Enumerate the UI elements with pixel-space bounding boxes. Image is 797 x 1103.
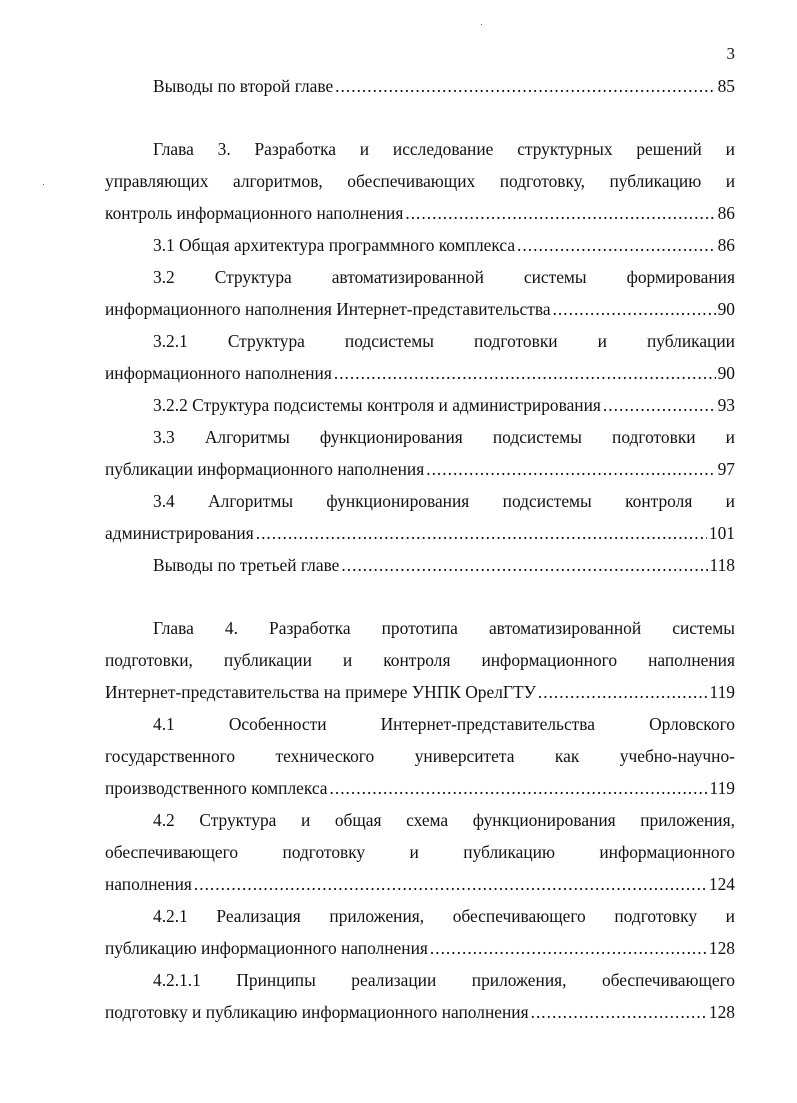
toc-entry-last-line: администрирования ..... 101 bbox=[105, 517, 735, 549]
dot-leader bbox=[330, 772, 708, 804]
dot-leader bbox=[405, 197, 715, 229]
toc-entry-text: Выводы по второй главе bbox=[153, 76, 334, 96]
toc-entry-line: управляющих алгоритмов, обеспечивающих подготовку, публикацию и bbox=[105, 171, 735, 191]
toc-entry-last-line: наполнения ..... 124 bbox=[105, 868, 735, 900]
toc-page-number: 86 bbox=[717, 235, 735, 255]
dot-leader bbox=[194, 868, 707, 900]
toc-entry-3-2-2[interactable] bbox=[105, 389, 735, 421]
dot-leader bbox=[553, 293, 716, 325]
toc-entry-4-2[interactable] bbox=[105, 804, 735, 900]
toc-entry-last-line: подготовку и публикацию информационного наполнения ..... 128 bbox=[105, 996, 735, 1028]
toc-entry-4-1[interactable] bbox=[105, 708, 735, 804]
dot-leader bbox=[531, 996, 707, 1028]
toc-entry-chapter-3[interactable] bbox=[105, 133, 735, 229]
toc-entry-text: 3.2.2 Структура подсистемы контроля и администрирования bbox=[153, 395, 601, 415]
toc-entry-3-2-1[interactable] bbox=[105, 325, 735, 389]
toc-page-number: 97 bbox=[717, 459, 735, 479]
toc-page-number: 85 bbox=[717, 76, 735, 96]
toc-entry-line: 3.3 Алгоритмы функционирования подсистемы подготовки и bbox=[153, 427, 735, 447]
toc-entry-3-3[interactable] bbox=[105, 421, 735, 485]
dot-leader bbox=[426, 453, 715, 485]
toc-entry-3-4[interactable] bbox=[105, 485, 735, 549]
dot-leader bbox=[256, 517, 707, 549]
toc-page-number: 128 bbox=[708, 938, 735, 958]
toc-page-number: 118 bbox=[709, 555, 735, 575]
toc-entry-text: Выводы по третьей главе bbox=[153, 555, 340, 575]
dot-leader bbox=[603, 389, 716, 421]
toc-entry-line: подготовки, публикации и контроля информационного наполнения bbox=[105, 650, 735, 670]
toc-entry-4-2-1-1[interactable] bbox=[105, 964, 735, 1028]
toc-page-number: 101 bbox=[708, 523, 735, 543]
toc-entry-line: 3.2.1 Структура подсистемы подготовки и публикации bbox=[153, 331, 735, 351]
toc-entry-line: 4.1 Особенности Интернет-представительства Орловского bbox=[153, 714, 735, 734]
toc-entry-line: 4.2.1.1 Принципы реализации приложения, обеспечивающего bbox=[153, 970, 735, 990]
toc-entry-line: Глава 3. Разработка и исследование структурных решений и bbox=[153, 139, 735, 159]
dot-leader bbox=[341, 549, 707, 581]
scan-speck bbox=[43, 184, 44, 185]
table-of-contents bbox=[105, 70, 735, 1028]
toc-entry-line: государственного технического университета как учебно-научно- bbox=[105, 746, 735, 766]
toc-entry-last-line: публикацию информационного наполнения ..... 128 bbox=[105, 932, 735, 964]
toc-page-number: 90 bbox=[717, 299, 735, 319]
toc-page-number: 119 bbox=[709, 682, 735, 702]
toc-page-number: 119 bbox=[709, 778, 735, 798]
toc-entry-line: 4.2 Структура и общая схема функционирования приложения, bbox=[153, 810, 735, 830]
toc-entry-ch3-conclusions[interactable] bbox=[105, 549, 735, 581]
toc-entry-line: 3.4 Алгоритмы функционирования подсистемы контроля и bbox=[153, 491, 735, 511]
dot-leader bbox=[335, 70, 715, 102]
toc-entry-line: обеспечивающего подготовку и публикацию информационного bbox=[105, 842, 735, 862]
dot-leader bbox=[538, 676, 708, 708]
toc-entry-last-line: Интернет-представительства на примере УНПК ОрелГТУ ..... 119 bbox=[105, 676, 735, 708]
toc-entry-last-line: публикации информационного наполнения ..... 97 bbox=[105, 453, 735, 485]
dot-leader bbox=[517, 229, 716, 261]
toc-entry-line: 4.2.1 Реализация приложения, обеспечивающего подготовку и bbox=[153, 906, 735, 926]
toc-entry-line: 3.2 Структура автоматизированной системы формирования bbox=[153, 267, 735, 287]
dot-leader bbox=[334, 357, 716, 389]
toc-entry-last-line: информационного наполнения ..... 90 bbox=[105, 357, 735, 389]
toc-page-number: 90 bbox=[717, 363, 735, 383]
toc-entry-ch2-conclusions[interactable] bbox=[105, 70, 735, 102]
toc-page-number: 128 bbox=[708, 1002, 735, 1022]
scan-speck bbox=[481, 24, 482, 25]
toc-entry-line: Глава 4. Разработка прототипа автоматизированной системы bbox=[153, 618, 735, 638]
toc-entry-last-line: информационного наполнения Интернет-представительства ..... 90 bbox=[105, 293, 735, 325]
toc-entry-last-line: контроль информационного наполнения ..... 86 bbox=[105, 197, 735, 229]
toc-entry-3-2[interactable] bbox=[105, 261, 735, 325]
toc-entry-last-line: производственного комплекса ..... 119 bbox=[105, 772, 735, 804]
toc-entry-chapter-4[interactable] bbox=[105, 612, 735, 708]
toc-page-number: 93 bbox=[717, 395, 735, 415]
toc-entry-4-2-1[interactable] bbox=[105, 900, 735, 964]
page-number: 3 bbox=[726, 44, 735, 63]
toc-page-number: 124 bbox=[708, 874, 735, 894]
toc-entry-3-1[interactable] bbox=[105, 229, 735, 261]
dot-leader bbox=[430, 932, 707, 964]
toc-entry-text: 3.1 Общая архитектура программного комплекса bbox=[153, 235, 516, 255]
toc-page-number: 86 bbox=[717, 203, 735, 223]
